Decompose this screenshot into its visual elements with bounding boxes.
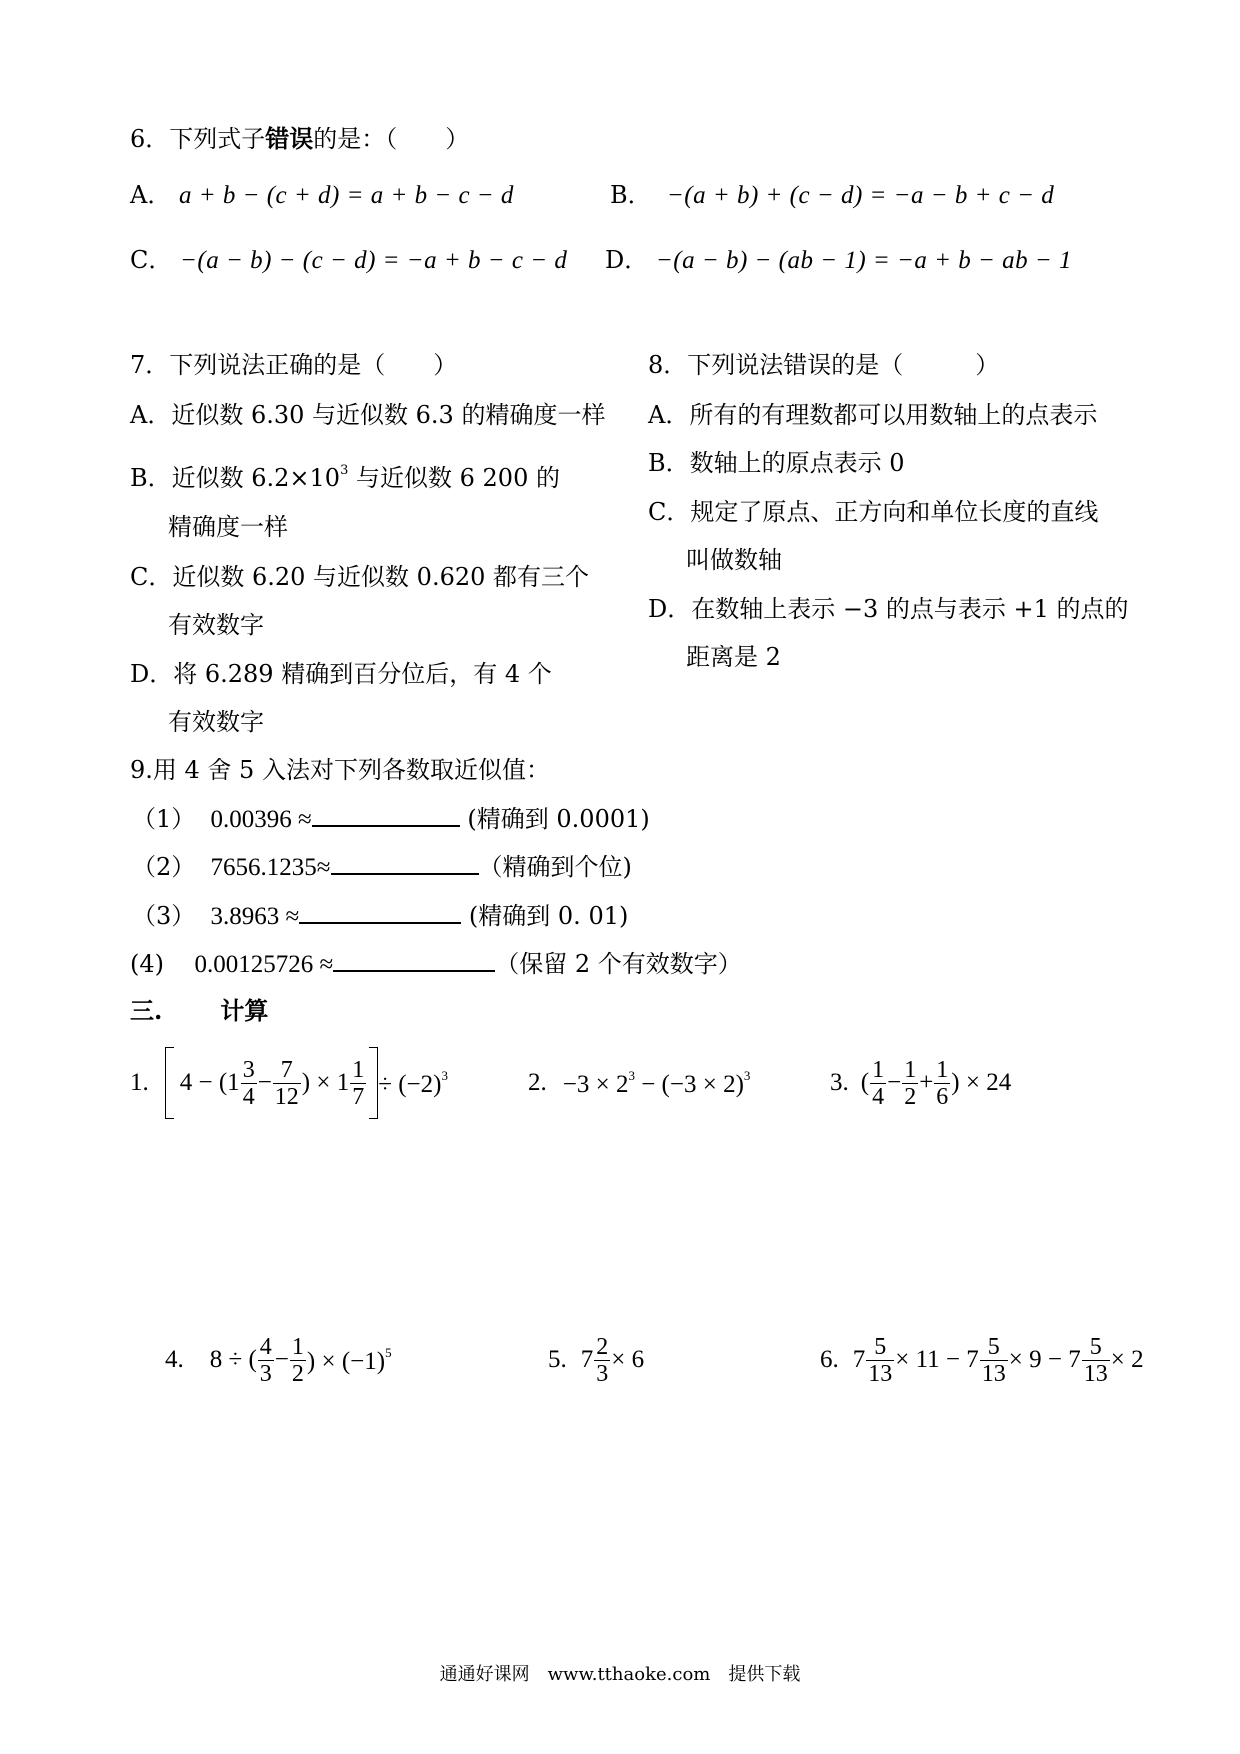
calc-problem-2: 2. $-3 \times 2^3 - (-3 \times 2)^3$ — [528, 1067, 751, 1098]
q6-option-a: A． a + b − (c + d) = a + b − c − d — [130, 181, 514, 209]
q6-stem: 6．下列式子错误的是：（ ） — [130, 124, 470, 153]
q8-option-c-cont: 叫做数轴 — [686, 546, 782, 574]
q7-option-c: C．近似数 6.20 与近似数 0.620 都有三个 — [130, 563, 590, 591]
q9-item-4: (4) 0.00125726 ≈ （保留 2 个有效数字） — [130, 950, 742, 978]
q9-item-1: （1） 0.00396 ≈ (精确到 0.0001) — [132, 805, 650, 833]
q8-option-b: B．数轴上的原点表示 0 — [648, 449, 905, 477]
calc-problem-6: 6. 7 $\frac{5}{13}$ × 11 − 7 $\frac{5}{13}$ × 9 − 7 $\frac{5}{13}$ × 2 — [820, 1333, 1144, 1387]
q7-option-a: A．近似数 6.30 与近似数 6.3 的精确度一样 — [130, 401, 606, 429]
q9-item-3: （3） 3.8963 ≈ (精确到 0. 01) — [132, 902, 629, 930]
q8-option-d: D．在数轴上表示 −3 的点与表示 +1 的点的 — [648, 595, 1129, 623]
q6-option-d: D． −(a − b) − (ab − 1) = −a + b − ab − 1 — [605, 246, 1073, 274]
calc-problem-4: 4. 8 ÷ ( $\frac{4}{3}$ − $\frac{1}{2}$ ) × $(-1)^5$ — [165, 1333, 392, 1387]
q8-option-d-cont: 距离是 2 — [686, 643, 781, 671]
q7-option-b: B．近似数 $6.2\times 10^3$ 与近似数 6 200 的 — [130, 463, 560, 492]
q7-stem: 7．下列说法正确的是（ ） — [130, 351, 458, 379]
q8-option-c: C．规定了原点、正方向和单位长度的直线 — [648, 498, 1099, 526]
calc-problem-5: 5. 7 $\frac{2}{3}$ × 6 — [548, 1333, 645, 1387]
q8-stem: 8．下列说法错误的是（ ） — [648, 351, 1000, 379]
page-footer: 通通好课网 www.tthaoke.com 提供下载 — [439, 1664, 801, 1685]
calc-problem-3: 3. ( $\frac{1}{4}$ − $\frac{1}{2}$ + $\frac{1}{6}$ ) × 24 — [830, 1056, 1012, 1110]
calc-problem-1: 1. 4 − (1 $\frac{3}{4}$ − $\frac{7}{12}$ ) × 1 $\frac{1}{7}$ ÷ $(-2)^3$ — [130, 1045, 448, 1121]
q7-option-c-cont: 有效数字 — [168, 611, 264, 639]
q6-option-b: B． −(a + b) + (c − d) = −a − b + c − d — [610, 181, 1055, 209]
q8-option-a: A．所有的有理数都可以用数轴上的点表示 — [648, 401, 1098, 429]
q7-option-b-cont: 精确度一样 — [168, 513, 288, 541]
q7-option-d: D．将 6.289 精确到百分位后，有 4 个 — [130, 660, 552, 688]
q7-option-d-cont: 有效数字 — [168, 708, 264, 736]
section-3-heading: 三. 计算 — [130, 996, 269, 1025]
q9-stem: 9.用 4 舍 5 入法对下列各数取近似值： — [130, 756, 550, 784]
q6-option-c: C． −(a − b) − (c − d) = −a + b − c − d — [130, 246, 568, 274]
q9-item-2: （2） 7656.1235≈ （精确到个位) — [132, 853, 632, 881]
